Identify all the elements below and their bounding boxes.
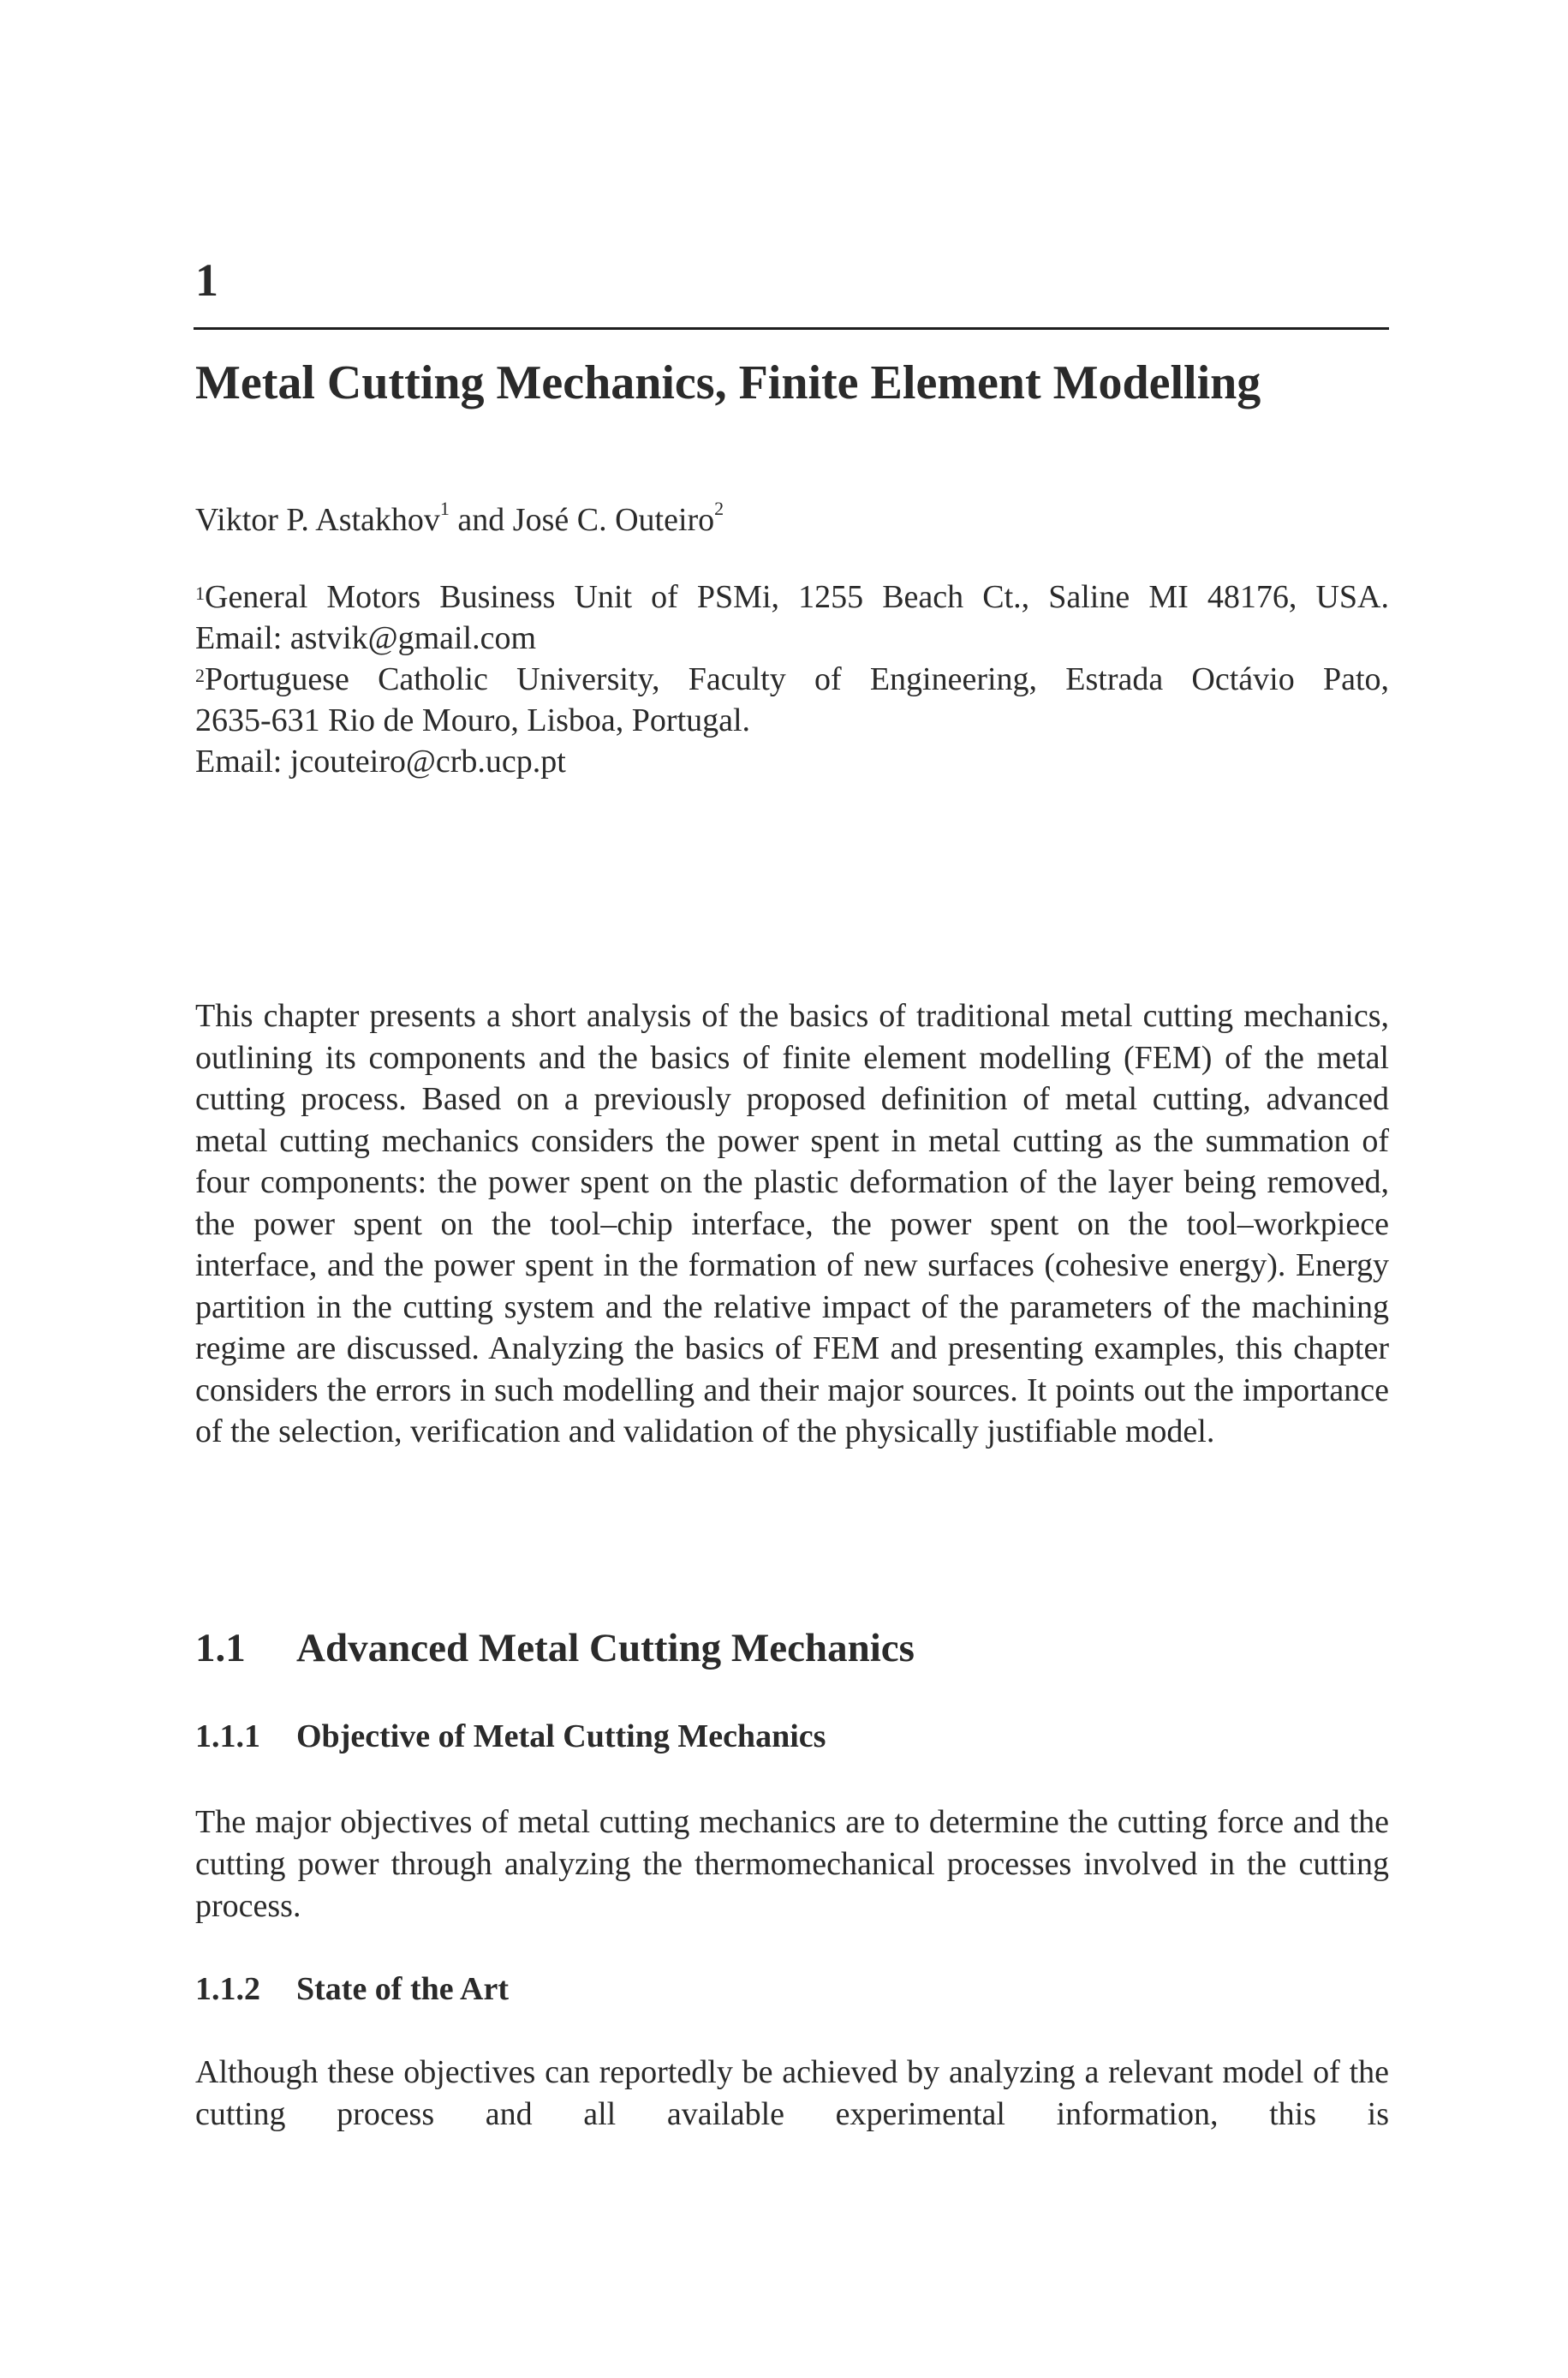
- author-2-affiliation-mark: 2: [714, 498, 724, 519]
- section-number: 1.1: [195, 1626, 246, 1670]
- author-1-affiliation-mark: 1: [439, 498, 450, 519]
- affiliation-2: [195, 659, 1389, 700]
- chapter-title: Metal Cutting Mechanics, Finite Element Modelling: [195, 356, 1261, 409]
- affiliation-1: [195, 577, 1389, 618]
- affiliation-1-address: General Motors Business Unit of PSMi, 1255 Beach Ct., Saline MI 48176, USA.: [205, 579, 1389, 615]
- affiliation-2-email[interactable]: Email: jcouteiro@crb.ucp.pt: [195, 744, 566, 780]
- affiliations-block: [195, 577, 1389, 782]
- chapter-rule: [194, 327, 1389, 330]
- subsection-2-paragraph: Although these objectives can reportedly be achieved by analyzing a relevant model of the cutting process and all available experimental information, this is: [195, 2054, 1389, 2132]
- subsection-1-paragraph: The major objectives of metal cutting mechanics are to determine the cutting force and the cutting power through analyzing the thermomechanical processes involved in the cutting process.: [195, 1804, 1389, 1924]
- section-heading: [195, 1624, 915, 1672]
- subsection-1-title: Objective of Metal Cutting Mechanics: [296, 1718, 826, 1754]
- subsection-2-title: State of the Art: [296, 1971, 509, 2007]
- abstract-paragraph: This chapter presents a short analysis of the basics of traditional metal cutting mechanics, outlining its components and the basics of finite element modelling (FEM) of the metal cutting process. Based on a previously proposed definition of metal cutting, advanced metal cutting mechanics considers the power spent in metal cutting as the summation of four components: the power spent on the plastic deformation of the layer being removed, the power spent on the tool–chip interface, the power spent on the tool–workpiece interface, and the power spent in the formation of new surfaces (cohesive energy). Energy partition in the cutting system and the relative impact of the parameters of the machining regime are discussed. Analyzing the basics of FEM and presenting examples, this chapter considers the errors in such modelling and their major sources. It points out the importance of the selection, verification and validation of the physically justifiable model.: [195, 998, 1389, 1449]
- author-line: [195, 498, 724, 541]
- author-conjunction: and: [449, 502, 513, 538]
- author-1: Viktor P. Astakhov: [195, 502, 440, 538]
- subsection-2-number: 1.1.2: [195, 1971, 260, 2007]
- affiliation-2-address: Portuguese Catholic University, Faculty of Engineering, Estrada Octávio Pato,: [205, 661, 1389, 697]
- section-title: Advanced Metal Cutting Mechanics: [296, 1626, 915, 1670]
- chapter-number: 1: [195, 254, 218, 306]
- affiliation-2-mark: 2: [195, 665, 205, 686]
- subsection-heading-2: [195, 1970, 509, 2010]
- affiliation-1-email[interactable]: Email: astvik@gmail.com: [195, 620, 537, 656]
- subsection-1-number: 1.1.1: [195, 1718, 260, 1754]
- author-2: José C. Outeiro: [512, 502, 715, 538]
- subsection-heading-1: [195, 1718, 826, 1757]
- affiliation-1-mark: 1: [195, 583, 205, 604]
- affiliation-2-address-line-2: 2635-631 Rio de Mouro, Lisboa, Portugal.: [195, 702, 751, 738]
